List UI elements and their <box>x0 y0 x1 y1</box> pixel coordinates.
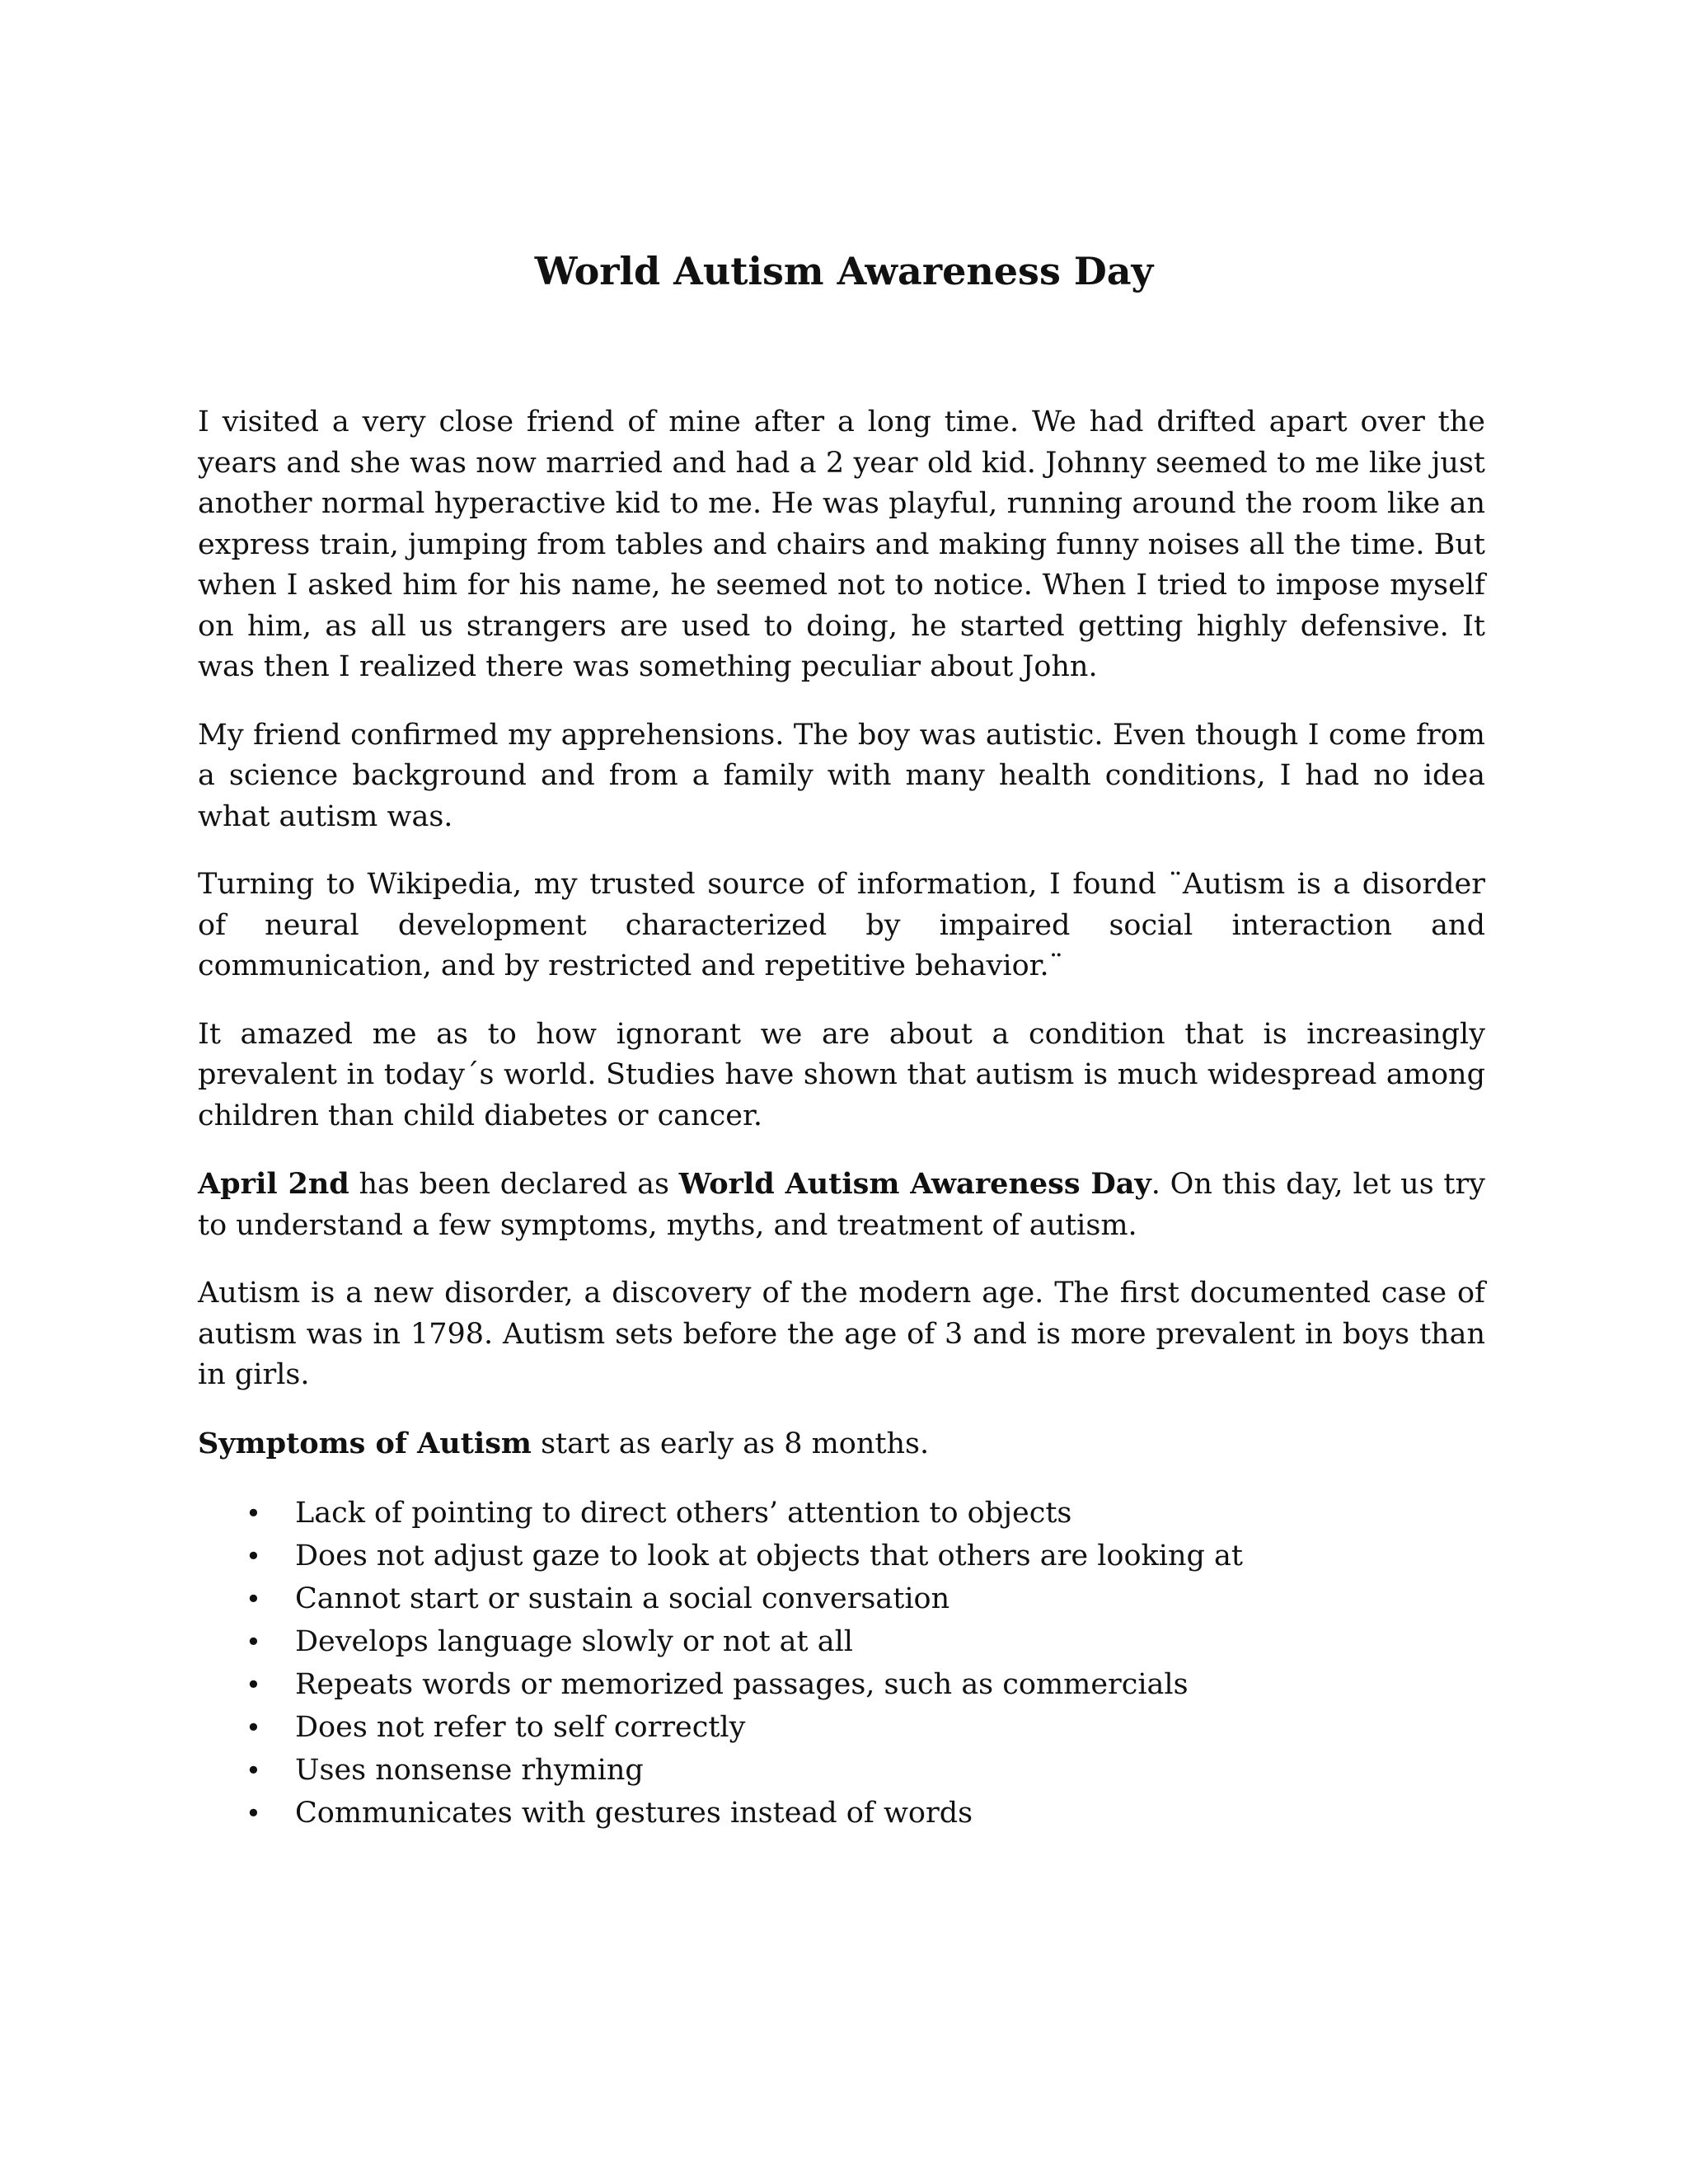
document-title: World Autism Awareness Day <box>534 249 1154 293</box>
event-name-bold: World Autism Awareness Day <box>678 1167 1151 1201</box>
paragraph-visit: I visited a very close friend of mine after a long time. We had drifted apart over the years and she was now married and had a 2 year old kid. Johnny seemed to me like just another normal hyperactive kid to me. He was playful, running around the room like an express train, jumping from tables and chairs and making funny noises all the time. But when I asked him for his name, he seemed not to notice. When I tried to impose myself on him, as all us strangers are used to doing, he started getting highly defensive. It was then I realized there was something peculiar about John. <box>198 405 1485 683</box>
bullet-icon: • <box>246 1712 261 1743</box>
symptom-item <box>198 1577 1485 1620</box>
symptom-item <box>198 1663 1485 1706</box>
paragraph-april-2nd <box>198 1164 1485 1246</box>
symptom-text: Communicates with gestures instead of words <box>295 1797 973 1830</box>
symptom-item <box>198 1706 1485 1749</box>
symptom-text: Repeats words or memorized passages, such as commercials <box>295 1668 1189 1701</box>
paragraph-ignorance: It amazed me as to how ignorant we are about a condition that is increasingly prevalent in today´s world. Studies have shown that autism is much widespread among children than child diabetes or cancer. <box>198 1017 1485 1132</box>
bullet-icon: • <box>246 1669 261 1700</box>
symptom-item <box>198 1492 1485 1535</box>
paragraph-symptoms-intro <box>198 1423 1485 1465</box>
symptoms-list <box>198 1492 1485 1835</box>
symptoms-intro-text: start as early as 8 months. <box>531 1427 930 1460</box>
symptom-text: Lack of pointing to direct others’ attention to objects <box>295 1497 1072 1530</box>
bullet-icon: • <box>246 1583 261 1615</box>
symptom-item <box>198 1792 1485 1835</box>
symptoms-heading-bold: Symptoms of Autism <box>198 1426 532 1460</box>
april-date-bold: April 2nd <box>198 1167 349 1201</box>
april-text-2: . On this day, let us try to understand a few symptoms, myths, and treatment of autism. <box>198 1168 1485 1242</box>
bullet-icon: • <box>246 1755 261 1786</box>
symptom-item <box>198 1620 1485 1663</box>
april-text-1: has been declared as <box>349 1168 679 1201</box>
symptom-text: Cannot start or sustain a social conversation <box>295 1582 950 1615</box>
bullet-icon: • <box>246 1497 261 1529</box>
symptom-text: Develops language slowly or not at all <box>295 1625 853 1658</box>
paragraph-confirmation: My friend confirmed my apprehensions. The boy was autistic. Even though I come from a science background and from a family with many health conditions, I had no idea what autism was. <box>198 718 1485 833</box>
document-body <box>198 402 1485 1835</box>
paragraph-wikipedia-quote: Turning to Wikipedia, my trusted source of information, I found ¨Autism is a disorder of neural development characterized by impaired social interaction and communication, and by restricted and repetitive behavior.¨ <box>198 868 1485 982</box>
symptom-text: Does not refer to self correctly <box>295 1711 746 1744</box>
symptom-item <box>198 1535 1485 1577</box>
bullet-icon: • <box>246 1626 261 1657</box>
symptom-text: Does not adjust gaze to look at objects that others are looking at <box>295 1540 1243 1572</box>
bullet-icon: • <box>246 1797 261 1829</box>
symptom-item <box>198 1749 1485 1792</box>
symptom-text: Uses nonsense rhyming <box>295 1754 644 1787</box>
bullet-icon: • <box>246 1540 261 1572</box>
paragraph-history: Autism is a new disorder, a discovery of the modern age. The first documented case of autism was in 1798. Autism sets before the age of 3 and is more prevalent in boys than in girls. <box>198 1277 1485 1391</box>
